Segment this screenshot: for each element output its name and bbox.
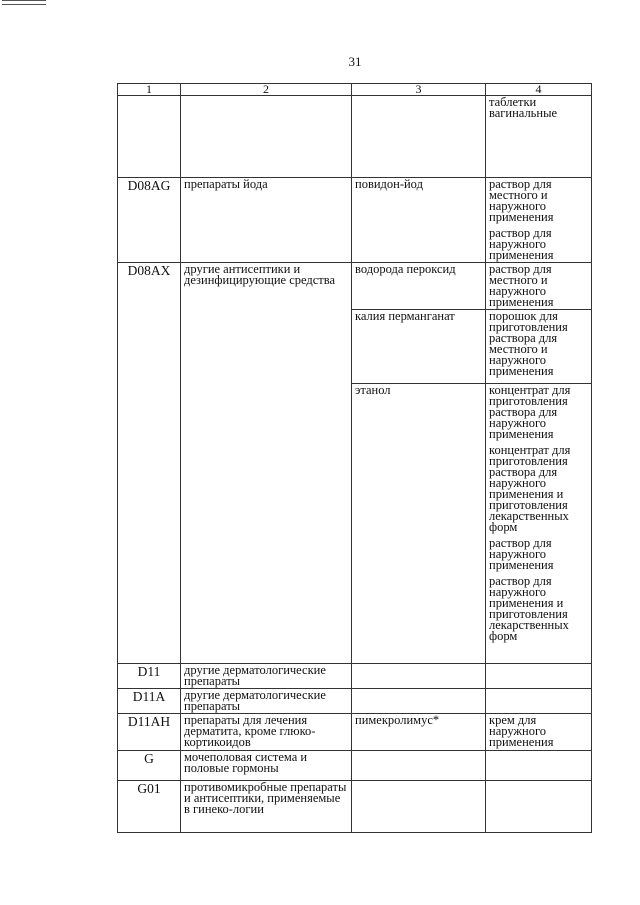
substance-cell: этанол	[352, 384, 486, 664]
atc-code-cell: G01	[118, 781, 181, 833]
dosage-form: крем для наружного применения	[489, 713, 554, 749]
atc-code-cell: D08AX	[118, 263, 181, 664]
group-name-cell	[181, 96, 352, 178]
drug-table	[117, 83, 592, 833]
dosage-form: порошок для приготовления раствора для местного и наружного применения	[489, 309, 568, 378]
dosage-forms-cell	[486, 310, 592, 384]
column-header: 2	[181, 84, 352, 96]
atc-code-cell: D11AH	[118, 714, 181, 751]
group-name-cell: противомикробные препараты и антисептики, применяемые в гинеко-логии	[181, 781, 352, 833]
table-row	[118, 689, 592, 714]
table-row	[118, 751, 592, 781]
group-name-cell: мочеполовая система и половые гормоны	[181, 751, 352, 781]
atc-code-cell: D11A	[118, 689, 181, 714]
dosage-form: раствор для местного и наружного применения	[489, 262, 554, 309]
group-name-cell: другие дерматологические препараты	[181, 689, 352, 714]
dosage-forms-cell	[486, 664, 592, 689]
dosage-form: концентрат для приготовления раствора для наружного применения	[489, 383, 571, 441]
dosage-forms-cell	[486, 781, 592, 833]
column-header: 3	[352, 84, 486, 96]
scan-corner-mark	[2, 0, 46, 5]
table-row	[118, 781, 592, 833]
table-row	[118, 178, 592, 263]
page-number: 31	[348, 54, 362, 69]
atc-code-cell: D11	[118, 664, 181, 689]
group-name-cell: препараты для лечения дерматита, кроме глюко-кортикоидов	[181, 714, 352, 751]
group-name-cell: препараты йода	[181, 178, 352, 263]
dosage-forms-cell	[486, 178, 592, 263]
substance-cell	[352, 751, 486, 781]
substance-cell	[352, 96, 486, 178]
dosage-form: таблетки вагинальные	[489, 95, 558, 120]
atc-code-cell: D08AG	[118, 178, 181, 263]
dosage-forms-cell	[486, 263, 592, 310]
dosage-form: раствор для наружного применения	[489, 536, 554, 572]
table-body	[118, 84, 592, 833]
dosage-forms-cell	[486, 689, 592, 714]
substance-cell: калия перманганат	[352, 310, 486, 384]
table-row	[118, 714, 592, 751]
dosage-form: раствор для наружного применения	[489, 226, 554, 262]
table-row	[118, 664, 592, 689]
dosage-form: раствор для наружного применения и приготовления лекарственных форм	[489, 574, 569, 643]
substance-cell: водорода пероксид	[352, 263, 486, 310]
dosage-form: концентрат для приготовления раствора для наружного применения и приготовления лекарственных форм	[489, 443, 571, 534]
atc-code-cell	[118, 96, 181, 178]
column-header: 4	[486, 84, 592, 96]
substance-cell: пимекролимус*	[352, 714, 486, 751]
dosage-forms-cell	[486, 96, 592, 178]
substance-cell	[352, 664, 486, 689]
dosage-forms-cell	[486, 751, 592, 781]
dosage-form: раствор для местного и наружного применения	[489, 177, 554, 224]
table-header-row	[118, 84, 592, 96]
atc-code-cell: G	[118, 751, 181, 781]
table-row	[118, 96, 592, 178]
substance-cell	[352, 689, 486, 714]
group-name-cell: другие дерматологические препараты	[181, 664, 352, 689]
group-name-cell: другие антисептики и дезинфицирующие средства	[181, 263, 352, 664]
table-row	[118, 263, 592, 310]
dosage-forms-cell	[486, 714, 592, 751]
dosage-forms-cell	[486, 384, 592, 664]
column-header: 1	[118, 84, 181, 96]
substance-cell: повидон-йод	[352, 178, 486, 263]
substance-cell	[352, 781, 486, 833]
